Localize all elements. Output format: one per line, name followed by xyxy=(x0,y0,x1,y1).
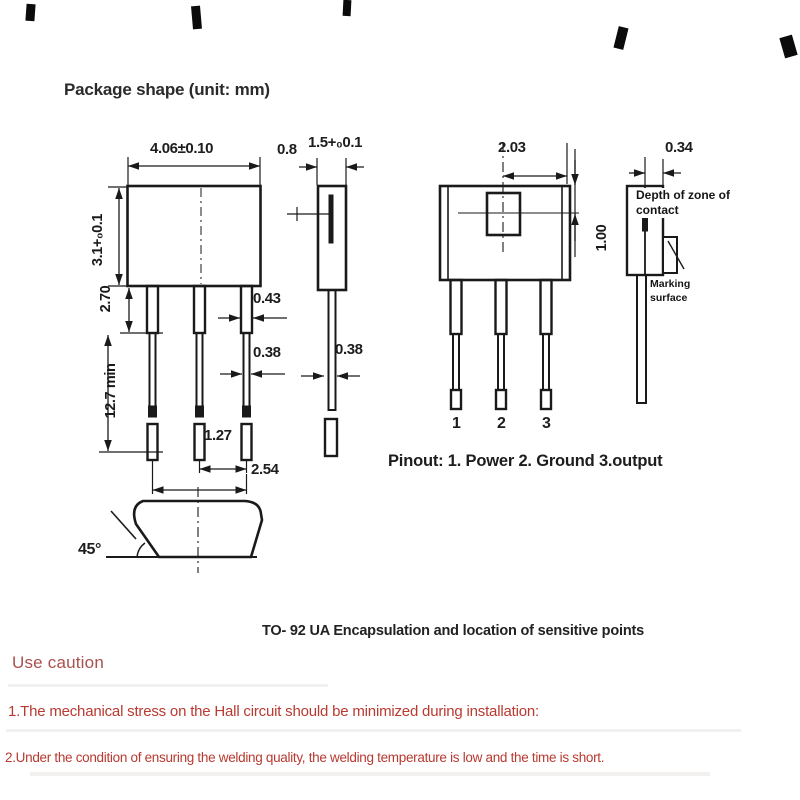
marking-surface-label: Marking surface xyxy=(650,278,691,305)
dim-front-offset: 0.8 xyxy=(277,141,297,158)
pin-number-1: 1 xyxy=(452,415,461,432)
dim-chamfer-angle: 45° xyxy=(78,541,101,558)
dim-shoulder-length: 2.70 xyxy=(98,285,114,313)
scan-smudge xyxy=(8,684,328,687)
sensor-view-body xyxy=(440,186,570,280)
dim-lead-pitch: 1.27 xyxy=(204,427,232,444)
side-view-lines xyxy=(287,158,364,456)
dim-lead-width-lower: 0.38 xyxy=(253,344,281,361)
caution-note-2: 2.Under the condition of ensuring the welding quality, the welding temperature is low and the time is short. xyxy=(5,750,605,765)
dim-depth-from-top: 1.00 xyxy=(594,224,610,252)
dim-contact-zone: 0.34 xyxy=(665,139,693,156)
page-title: Package shape (unit: mm) xyxy=(64,80,270,99)
pin-number-2: 2 xyxy=(497,415,506,432)
bottom-view-lines xyxy=(106,487,262,573)
scan-smudge xyxy=(6,729,741,732)
pinout-note: Pinout: 1. Power 2. Ground 3.output xyxy=(388,452,663,470)
dim-lead-span: 2.54 xyxy=(251,461,279,478)
dim-lead-width-upper: 0.43 xyxy=(253,290,281,307)
scan-smudge xyxy=(30,772,710,776)
contact-depth-label: Depth of zone of contact xyxy=(636,188,746,218)
dim-center-offset: 2.03 xyxy=(498,139,526,156)
sensitive-point-view-lines xyxy=(440,142,579,409)
front-view-body xyxy=(128,186,261,286)
dim-lead-length-min: 12.7 min xyxy=(103,363,119,419)
pin-number-3: 3 xyxy=(542,415,551,432)
dim-lead-thickness: 0.38 xyxy=(335,341,363,358)
package-caption: TO- 92 UA Encapsulation and location of sensitive points xyxy=(262,623,644,639)
caution-note-1: 1.The mechanical stress on the Hall circuit should be minimized during installation: xyxy=(8,703,539,720)
front-view-leads xyxy=(147,286,252,460)
dim-body-height: 3.1+₀0.1 xyxy=(90,213,106,267)
use-caution-heading: Use caution xyxy=(12,653,104,672)
front-view-lines xyxy=(99,157,287,494)
dim-body-thickness: 1.5+₀0.1 xyxy=(308,134,363,151)
dim-body-width: 4.06±0.10 xyxy=(150,140,214,157)
sensor-view-leads xyxy=(451,280,552,409)
